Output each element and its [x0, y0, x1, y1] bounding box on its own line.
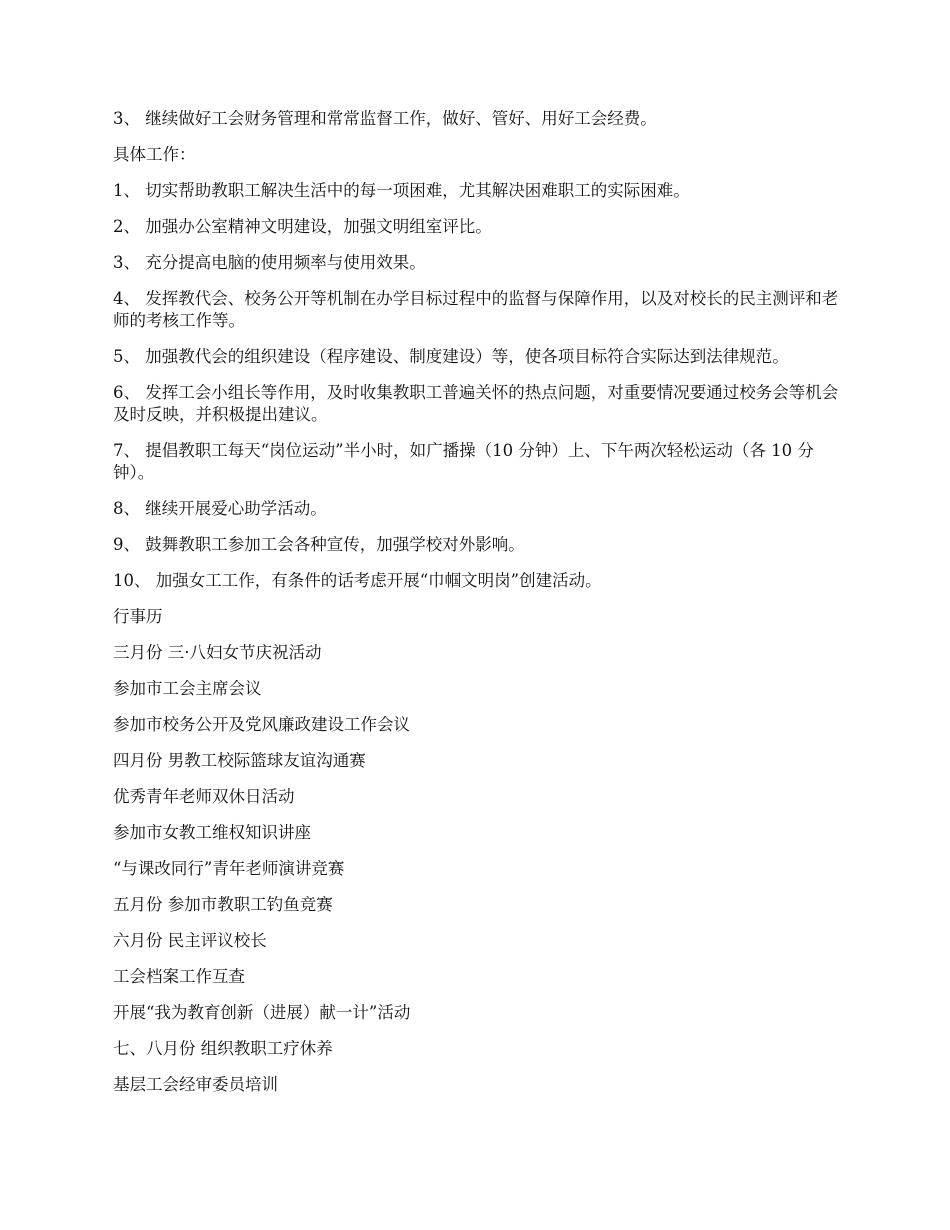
calendar-entry: 参加市工会主席会议: [113, 679, 262, 698]
calendar-entry: 六月份 民主评议校长: [113, 931, 267, 950]
paragraph-item-6: 6、 发挥工会小组长等作用，及时收集教职工普遍关怀的热点问题，对重要情况要通过校务会等机会及时反映，并积极提出建议。: [113, 383, 839, 424]
paragraph-item-2: 2、 加强办公室精神文明建设，加强文明组室评比。: [113, 217, 492, 236]
calendar-entry: “与课改同行”青年老师演讲竞赛: [113, 859, 345, 878]
calendar-entry: 参加市女教工维权知识讲座: [113, 823, 311, 842]
paragraph-item-1: 1、 切实帮助教职工解决生活中的每一项困难，尤其解决困难职工的实际困难。: [113, 181, 690, 200]
document-body: [113, 108, 841, 1110]
calendar-entry: 参加市校务公开及党风廉政建设工作会议: [113, 715, 410, 734]
paragraph-finance-management: 3、 继续做好工会财务管理和常常监督工作，做好、管好、用好工会经费。: [113, 109, 657, 128]
paragraph-item-4: 4、 发挥教代会、校务公开等机制在办学目标过程中的监督与保障作用，以及对校长的民主测评和老师的考核工作等。: [113, 289, 839, 330]
calendar-entry: 工会档案工作互查: [113, 967, 245, 986]
paragraph-item-8: 8、 继续开展爱心助学活动。: [113, 499, 327, 518]
paragraph-item-7: 7、 提倡教职工每天“岗位运动”半小时，如广播操（10 分钟）上、下午两次轻松运动（各 10 分钟）。: [113, 441, 814, 482]
calendar-entry: 开展“我为教育创新（进展）献一计”活动: [113, 1003, 411, 1022]
calendar-entry: 七、八月份 组织教职工疗休养: [113, 1039, 333, 1058]
calendar-entry: 五月份 参加市教职工钓鱼竞赛: [113, 895, 333, 914]
calendar-entry: 基层工会经审委员培训: [113, 1075, 278, 1094]
paragraph-item-5: 5、 加强教代会的组织建设（程序建设、制度建设）等，使各项目标符合实际达到法律规范。: [113, 347, 789, 366]
calendar-entry: 四月份 男教工校际篮球友谊沟通赛: [113, 751, 366, 770]
calendar-entry: 三月份 三·八妇女节庆祝活动: [113, 643, 322, 662]
paragraph-calendar-heading: 行事历: [113, 607, 163, 626]
calendar-entry: 优秀青年老师双休日活动: [113, 787, 295, 806]
paragraph-item-10: 10、 加强女工工作，有条件的话考虑开展“巾帼文明岗”创建活动。: [113, 571, 602, 590]
paragraph-item-3: 3、 充分提高电脑的使用频率与使用效果。: [113, 253, 426, 272]
paragraph-item-9: 9、 鼓舞教职工参加工会各种宣传，加强学校对外影响。: [113, 535, 525, 554]
paragraph-specific-work-heading: 具体工作：: [113, 145, 196, 164]
